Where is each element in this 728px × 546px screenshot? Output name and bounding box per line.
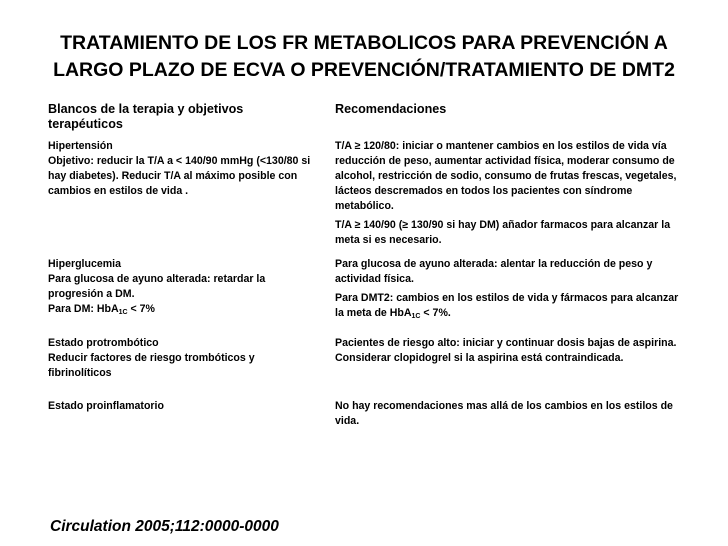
- recommendation-text: T/A ≥ 120/80: iniciar o mantener cambios en los estilos de vida vía reducción de peso, aumentar actividad física, moderar consumo de alcohol, restricción de sodio, consumo de frutas frescas, vegetales, lácteos descremados en todos los pacientes con síndrome metabólico.: [335, 140, 677, 212]
- recommendation-cell: [321, 336, 690, 399]
- recommendation-cell: [321, 399, 690, 439]
- target-text: Para glucosa de ayuno alterada: retardar la progresión a DM.: [48, 273, 266, 300]
- table-row: [42, 399, 690, 439]
- target-title: Hipertensión: [48, 140, 113, 152]
- target-cell: [42, 257, 321, 336]
- table-row: [42, 139, 690, 257]
- recommendation-text: Pacientes de riesgo alto: iniciar y continuar dosis bajas de aspirina. Considerar clopidogrel si la aspirina está contraindicada.: [335, 337, 677, 364]
- table-row: [42, 257, 690, 336]
- table-row: [42, 336, 690, 399]
- target-title: Estado proinflamatorio: [48, 400, 164, 412]
- target-title: Estado protrombótico: [48, 337, 159, 349]
- target-cell: [42, 399, 321, 439]
- title-line-1: TRATAMIENTO DE LOS FR METABOLICOS PARA PREVENCIÓN A: [60, 32, 668, 54]
- table-header-row: [42, 102, 690, 139]
- recommendations-table: [42, 102, 690, 439]
- target-cell: [42, 139, 321, 257]
- target-cell: [42, 336, 321, 399]
- target-text: [48, 302, 317, 317]
- subscript: 1C: [411, 313, 421, 320]
- title-line-2: LARGO PLAZO DE ECVA O PREVENCIÓN/TRATAMIENTO DE DMT2: [53, 59, 675, 81]
- recommendation-text-part: < 7%.: [420, 307, 451, 319]
- target-text-part: Para DM: HbA: [48, 303, 119, 315]
- recommendation-text: [335, 291, 686, 321]
- recommendation-text: No hay recomendaciones mas allá de los cambios en los estilos de vida.: [335, 400, 673, 427]
- target-text: Reducir factores de riesgo trombóticos y fibrinolíticos: [48, 352, 255, 379]
- slide-title: [0, 30, 728, 84]
- recommendation-text: T/A ≥ 140/90 (≥ 130/90 si hay DM) añador farmacos para alcanzar la meta si es necesario.: [335, 219, 671, 246]
- header-targets: Blancos de la terapia y objetivos terapéuticos: [48, 102, 244, 131]
- target-text: Objetivo: reducir la T/A a < 140/90 mmHg (<130/80 si hay diabetes). Reducir T/A al máximo posible con cambios en estilos de vida .: [48, 155, 311, 197]
- target-text-part: < 7%: [127, 303, 155, 315]
- recommendation-text: Para glucosa de ayuno alterada: alentar la reducción de peso y actividad física.: [335, 258, 653, 285]
- recommendation-cell: [321, 139, 690, 257]
- recommendation-cell: [321, 257, 690, 336]
- subscript: 1C: [118, 309, 128, 316]
- recommendation-text-part: Para DMT2: cambios en los estilos de vida y fármacos para alcanzar la meta de HbA: [335, 292, 679, 319]
- target-title: Hiperglucemia: [48, 258, 122, 270]
- header-recommendations: Recomendaciones: [335, 102, 447, 116]
- citation: Circulation 2005;112:0000-0000: [50, 518, 279, 535]
